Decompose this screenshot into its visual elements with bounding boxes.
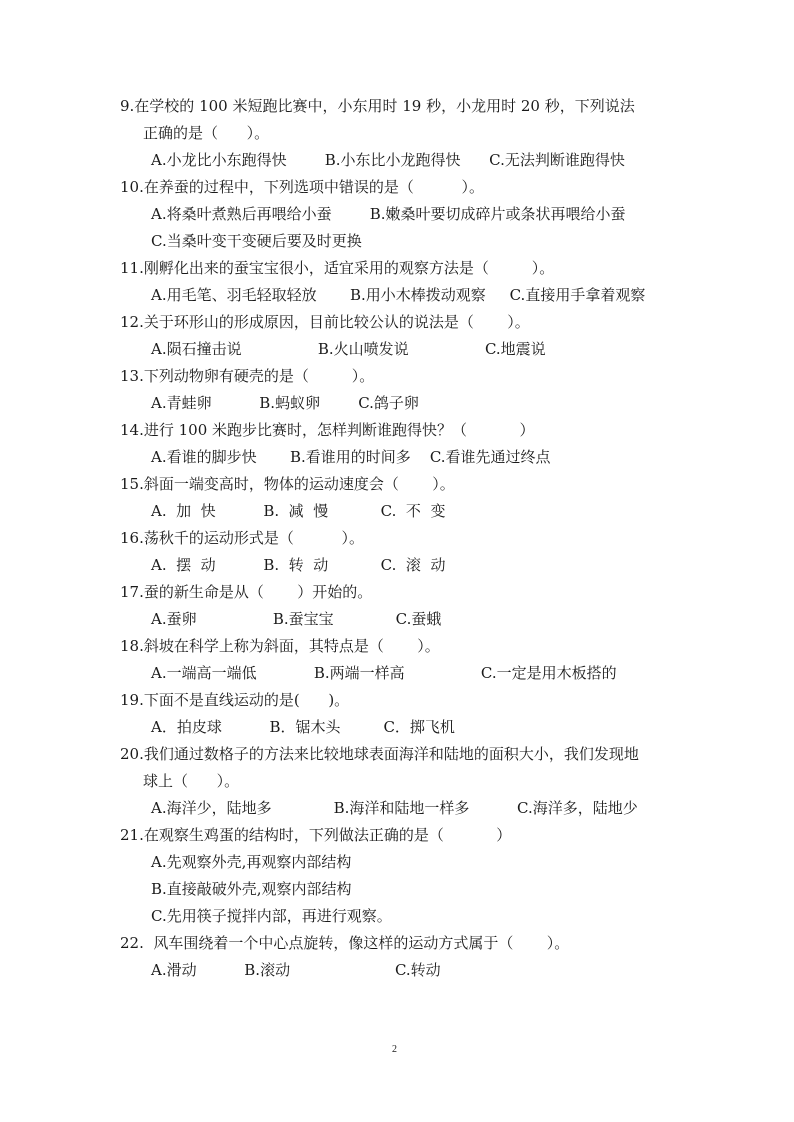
page-number: 2 <box>392 1044 397 1055</box>
question-21-option-c: C.先用筷子搅拌内部，再进行观察。 <box>151 907 392 925</box>
question-9-stem-continued: 正确的是（ ）。 <box>143 124 270 142</box>
question-10-options-row1: A.将桑叶煮熟后再喂给小蚕 B.嫩桑叶要切成碎片或条状再喂给小蚕 <box>151 205 626 223</box>
question-20-stem: 20.我们通过数格子的方法来比较地球表面海洋和陆地的面积大小，我们发现地 <box>120 745 639 763</box>
question-14-options: A.看谁的脚步快 B.看谁用的时间多 C.看谁先通过终点 <box>151 448 551 466</box>
question-21-option-a: A.先观察外壳,再观察内部结构 <box>151 853 352 871</box>
question-11-options: A.用毛笔、羽毛轻取轻放 B.用小木棒拨动观察 C.直接用手拿着观察 <box>151 286 646 304</box>
question-20-options: A.海洋少，陆地多 B.海洋和陆地一样多 C.海洋多，陆地少 <box>151 799 638 817</box>
question-16-options: A. 摆 动 B. 转 动 C. 滚 动 <box>151 556 446 574</box>
question-15-stem: 15.斜面一端变高时，物体的运动速度会（ ）。 <box>120 475 455 493</box>
question-19-stem: 19.下面不是直线运动的是( )。 <box>120 691 350 709</box>
question-13-options: A.青蛙卵 B.蚂蚁卵 C.鸽子卵 <box>151 394 419 412</box>
question-21-option-b: B.直接敲破外壳,观察内部结构 <box>151 880 352 898</box>
question-16-stem: 16.荡秋千的运动形式是（ ）。 <box>120 529 365 547</box>
question-9-options: A.小龙比小东跑得快 B.小东比小龙跑得快 C.无法判断谁跑得快 <box>151 151 625 169</box>
question-11-stem: 11.刚孵化出来的蚕宝宝很小，适宜采用的观察方法是（ ）。 <box>120 259 555 277</box>
question-18-options: A.一端高一端低 B.两端一样高 C.一定是用木板搭的 <box>151 664 617 682</box>
question-10-options-row2: C.当桑叶变干变硬后要及时更换 <box>151 232 362 250</box>
question-10-stem: 10.在养蚕的过程中，下列选项中错误的是（ ）。 <box>120 178 485 196</box>
question-15-options: A. 加 快 B. 减 慢 C. 不 变 <box>151 502 446 520</box>
question-9-stem: 9.在学校的 100 米短跑比赛中，小东用时 19 秒，小龙用时 20 秒，下列说法 <box>120 97 635 115</box>
question-17-options: A.蚕卵 B.蚕宝宝 C.蚕蛾 <box>151 610 442 628</box>
question-21-stem: 21.在观察生鸡蛋的结构时，下列做法正确的是（ ） <box>120 826 512 844</box>
question-22-options: A.滑动 B.滚动 C.转动 <box>151 961 441 979</box>
question-12-options: A.陨石撞击说 B.火山喷发说 C.地震说 <box>151 340 546 358</box>
question-22-stem: 22. 风车围绕着一个中心点旋转，像这样的运动方式属于（ ）。 <box>120 934 570 952</box>
question-18-stem: 18.斜坡在科学上称为斜面，其特点是（ ）。 <box>120 637 440 655</box>
question-13-stem: 13.下列动物卵有硬壳的是（ ）。 <box>120 367 375 385</box>
question-14-stem: 14.进行 100 米跑步比赛时，怎样判断谁跑得快？（ ） <box>120 421 535 439</box>
question-20-stem-continued: 球上（ ）。 <box>143 772 240 790</box>
question-12-stem: 12.关于环形山的形成原因，目前比较公认的说法是（ ）。 <box>120 313 530 331</box>
question-19-options: A．拍皮球 B．锯木头 C．掷飞机 <box>151 718 455 736</box>
question-17-stem: 17.蚕的新生命是从（ ）开始的。 <box>120 583 373 601</box>
